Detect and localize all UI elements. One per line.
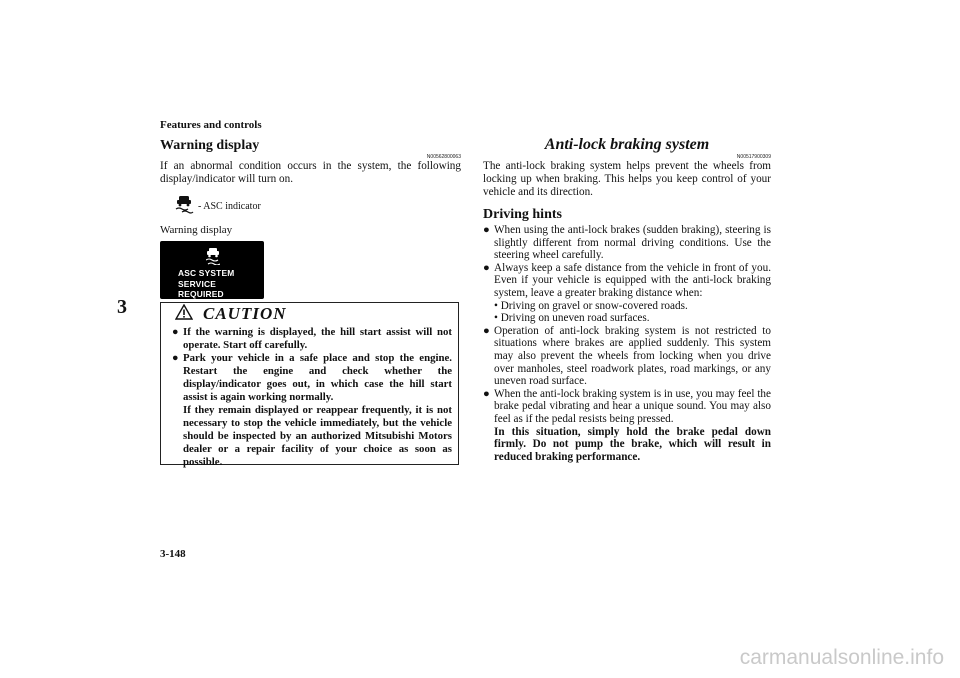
list-item xyxy=(483,388,771,464)
warning-image-line-1: ASC SYSTEM xyxy=(178,268,235,278)
warning-display-label: Warning display xyxy=(160,224,233,236)
bullet-icon: ● xyxy=(483,261,490,274)
warning-intro: If an abnormal condition occurs in the system, the following display/indicator will turn on. xyxy=(160,160,461,185)
hint-text: When using the anti-lock brakes (sudden braking), steering is slightly different from normal driving conditions. Use the steering wheel carefully. xyxy=(494,224,771,262)
hint-text: Always keep a safe distance from the vehicle in front of you. Even if your vehicle is equipped with the anti-lock braking system, leave a greater braking distance when: xyxy=(494,261,771,299)
watermark: carmanualsonline.info xyxy=(739,646,944,669)
heading-code: N00562800063 xyxy=(426,154,461,160)
abs-intro: The anti-lock braking system helps prevent the wheels from locking up when braking. This helps you keep control of your vehicle and its direction. xyxy=(483,160,771,198)
section-header: Features and controls xyxy=(160,119,262,131)
caution-item-text: Park your vehicle in a safe place and stop the engine. Restart the engine and check whether the display/indicator goes out, in which case the hill start assist is again working normally. xyxy=(183,352,452,403)
caution-header xyxy=(175,305,287,323)
list-item xyxy=(483,262,771,325)
list-item xyxy=(172,326,452,352)
hint-sub-item: • Driving on gravel or snow-covered roads. xyxy=(494,299,688,312)
hint-text: Operation of anti-lock braking system is not restricted to situations where brakes are applied suddenly. This system may also prevent the wheels from locking when you drive over manholes, steel roadwork plates, road markings, or any uneven road surface. xyxy=(494,324,771,388)
hint-bold-note: In this situation, simply hold the brake pedal down firmly. Do not pump the brake, which will result in reduced braking performance. xyxy=(494,425,771,463)
driving-hints-heading: Driving hints xyxy=(483,207,562,222)
bullet-icon: ● xyxy=(483,324,490,337)
bullet-icon: ● xyxy=(483,224,490,236)
warning-triangle-icon xyxy=(175,304,193,325)
driving-hints-list xyxy=(483,224,771,463)
warning-display-heading: Warning display xyxy=(160,138,260,153)
caution-item-continuation: If they remain displayed or reappear frequently, it is not necessary to stop the vehicle immediately, but the vehicle should be inspected by an authorized Mitsubishi Motors dealer or a repair facility of your choice as soon as possible. xyxy=(183,404,452,468)
list-item xyxy=(172,352,452,469)
chapter-tab: 3 xyxy=(117,296,127,318)
asc-indicator-label: - ASC indicator xyxy=(198,200,261,212)
caution-list xyxy=(172,326,452,469)
bullet-icon: ● xyxy=(172,326,179,338)
list-item xyxy=(483,325,771,388)
bullet-icon: ● xyxy=(172,352,179,364)
left-column xyxy=(160,136,461,468)
page-number: 3-148 xyxy=(160,548,186,560)
warning-image-line-2: SERVICE REQUIRED xyxy=(178,279,224,299)
asc-indicator-icon xyxy=(174,194,194,219)
hint-sub-item: • Driving on uneven road surfaces. xyxy=(494,312,650,325)
bullet-icon: ● xyxy=(483,387,490,400)
asc-car-icon xyxy=(206,247,220,270)
abs-heading: Anti-lock braking system xyxy=(544,136,710,153)
heading-code: N00517900309 xyxy=(736,154,771,160)
asc-indicator-row xyxy=(174,196,461,216)
caution-box xyxy=(160,302,459,468)
asc-warning-display-image xyxy=(160,241,264,299)
caution-item-text: If the warning is displayed, the hill start assist will not operate. Start off carefully. xyxy=(183,326,452,351)
hint-text: When the anti-lock braking system is in use, you may feel the brake pedal vibrating and hear a unique sound. You may also feel as if the pedal resists being pressed. xyxy=(494,387,771,425)
right-column xyxy=(483,136,771,463)
caution-title: CAUTION xyxy=(203,304,287,323)
list-item xyxy=(483,224,771,262)
